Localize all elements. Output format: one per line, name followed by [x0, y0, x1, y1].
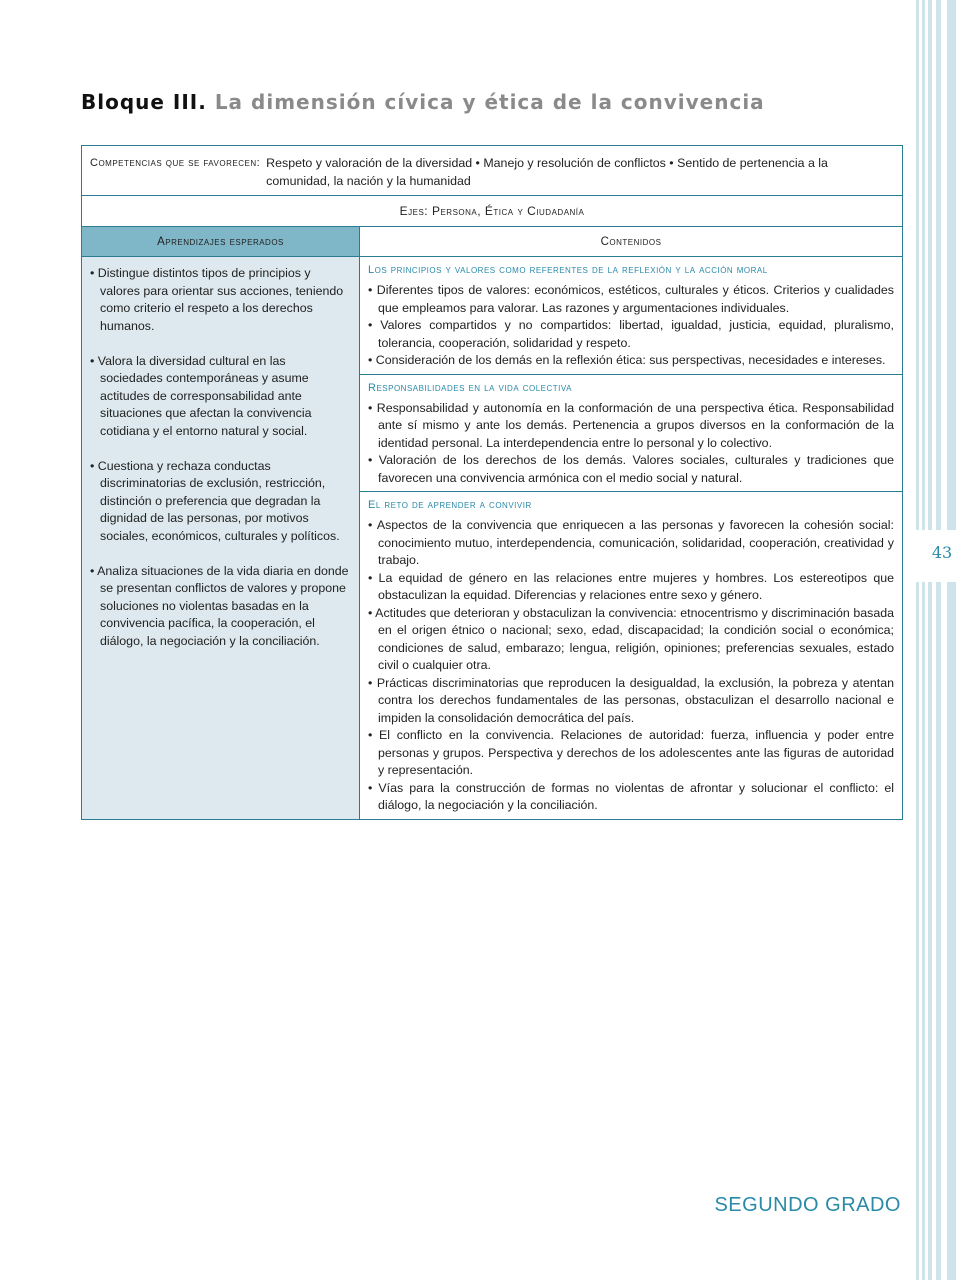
- decorative-stripe: [928, 0, 932, 530]
- list-item: • La equidad de género en las relaciones entre mujeres y hombres. Los estereotipos que obstaculizan la equidad. Diferencias y relaciones entre sexo y género.: [368, 570, 894, 602]
- competencias-row: [82, 146, 903, 196]
- header-contenidos: Contenidos: [360, 227, 903, 257]
- list-item: • Diferentes tipos de valores: económicos, estéticos, culturales y éticos. Criterios y cualidades que empleamos para valorar. Las razones y argumentaciones individuales.: [368, 283, 894, 315]
- curriculum-table: [81, 145, 903, 820]
- list-item: • Aspectos de la convivencia que enriquecen a las personas y favorecen la cohesión social: conocimiento mutuo, interdependencia, comunicación, solidaridad, cooperación, creatividad y trabajo.: [368, 518, 894, 567]
- decorative-stripe: [916, 582, 919, 1280]
- ejes-row: Ejes: Persona, Ética y Ciudadanía: [82, 196, 903, 227]
- competencias-text: Respeto y valoración de la diversidad • Manejo y resolución de conflictos • Sentido de pertenencia a la comunidad, la nación y la humanidad: [266, 156, 828, 188]
- decorative-stripe: [922, 582, 925, 1280]
- list-item: • Consideración de los demás en la reflexión ética: sus perspectivas, necesidades e intereses.: [368, 353, 886, 367]
- block-subtitle: La dimensión cívica y ética de la convivencia: [214, 90, 765, 114]
- page-title: [81, 90, 765, 114]
- list-item: • Valora la diversidad cultural en las sociedades contemporáneas y asume actitudes de corresponsabilidad ante situaciones que afectan la convivencia cotidiana y el entorno natural y social.: [90, 353, 312, 438]
- decorative-stripe: [922, 0, 925, 530]
- decorative-stripe: [928, 582, 932, 1280]
- decorative-stripe: [947, 582, 956, 1280]
- section-title: Los principios y valores como referentes de la reflexión y la acción moral: [368, 264, 768, 276]
- decorative-stripe: [916, 0, 919, 530]
- list-item: • Responsabilidad y autonomía en la conformación de una perspectiva ética. Responsabilidad ante sí mismo y ante los demás. Pertenencia a grupos diversos en la conformación de la identidad personal. La interdependencia entre lo personal y lo colectivo.: [368, 400, 894, 450]
- contenido-section: [360, 492, 902, 819]
- list-item: • El conflicto en la convivencia. Relaciones de autoridad: fuerza, influencia y poder entre personas y grupos. Perspectiva y derechos de los adolescentes ante las figuras de autoridad y representación.: [368, 728, 894, 777]
- list-item: • Prácticas discriminatorias que reproducen la desigualdad, la exclusión, la pobreza y atentan contra los derechos fundamentales de las personas, obstaculizan el desarrollo nacional e impiden la consolidación democrática del país.: [368, 675, 894, 725]
- section-title: Responsabilidades en la vida colectiva: [368, 381, 572, 394]
- contenido-section: [360, 375, 902, 493]
- list-item: • Valores compartidos y no compartidos: libertad, igualdad, justicia, equidad, pluralismo, tolerancia, cooperación, solidaridad y respeto.: [368, 318, 894, 350]
- decorative-stripe: [936, 582, 941, 1280]
- list-item: • Actitudes que deterioran y obstaculizan la convivencia: etnocentrismo y discriminación basada en el origen étnico o nacional; sexo, edad, discapacidad; la condición social o económica; condiciones de salud, embarazo; lengua, religión, opiniones; preferencias sexuales, estado civil o cualquier otra.: [368, 605, 894, 672]
- decorative-stripe: [947, 0, 956, 530]
- contenidos-cell: [360, 257, 903, 820]
- list-item: • Cuestiona y rechaza conductas discriminatorias de exclusión, restricción, distinción o preferencia que degradan la dignidad de las personas, por motivos sociales, económicos, culturales y políticos.: [90, 458, 340, 543]
- header-aprendizajes: Aprendizajes esperados: [82, 227, 360, 257]
- block-label: Bloque III.: [81, 90, 207, 114]
- list-item: • Valoración de los derechos de los demás. Valores sociales, culturales y tradiciones que favorecen una convivencia armónica con el medio social y natural.: [368, 453, 894, 485]
- grade-footer: SEGUNDO GRADO: [714, 1194, 901, 1216]
- aprendizajes-cell: [82, 257, 360, 820]
- list-item: • Vías para la construcción de formas no violentas de afrontar y solucionar el conflicto: el diálogo, la negociación y la conciliación.: [368, 780, 894, 812]
- competencias-label: Competencias que se favorecen:: [90, 157, 261, 169]
- page-number: 43: [931, 543, 953, 562]
- list-item: • Distingue distintos tipos de principios y valores para orientar sus acciones, teniendo como criterio el respeto a los derechos humanos.: [90, 266, 344, 333]
- contenido-section: [360, 257, 902, 375]
- decorative-stripe: [936, 0, 941, 530]
- section-title: El reto de aprender a convivir: [368, 499, 532, 511]
- list-item: • Analiza situaciones de la vida diaria en donde se presentan conflictos de valores y propone soluciones no violentas basadas en la convivencia pacífica, la cooperación, el diálogo, la negociación y la conciliación.: [90, 563, 349, 648]
